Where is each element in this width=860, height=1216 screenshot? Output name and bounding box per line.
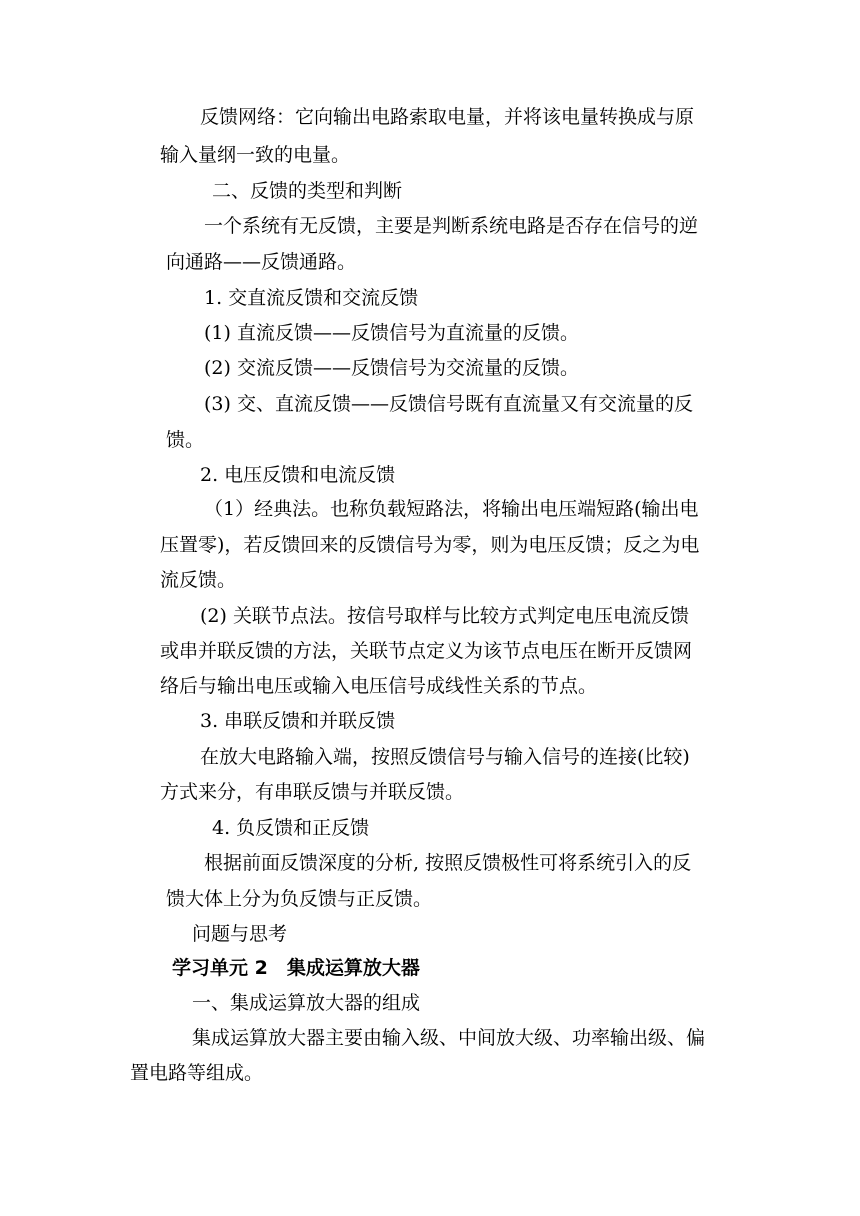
text-line: (2) 交流反馈——反馈信号为交流量的反馈。: [204, 357, 579, 379]
text-line: 集成运算放大器主要由输入级、中间放大级、功率输出级、偏: [192, 1027, 706, 1049]
text-line: 输入量纲一致的电量。: [160, 144, 351, 166]
text-line: (2) 关联节点法。按信号取样与比较方式判定电压电流反馈: [200, 605, 689, 627]
text-line: 反馈网络：它向输出电路索取电量，并将该电量转换成与原: [200, 106, 695, 128]
text-line: 方式来分，有串联反馈与并联反馈。: [160, 781, 465, 803]
text-line: 压置零)，若反馈回来的反馈信号为零，则为电压反馈；反之为电: [160, 534, 700, 556]
text-line: 根据前面反馈深度的分析, 按照反馈极性可将系统引入的反: [204, 852, 692, 874]
subsection-heading: 2. 电压反馈和电流反馈: [200, 464, 396, 486]
text-line: 问题与思考: [192, 923, 288, 945]
unit-heading: 学习单元 2 集成运算放大器: [172, 957, 420, 979]
text-line: 馈。: [166, 429, 205, 451]
subsection-heading: 4. 负反馈和正反馈: [212, 817, 370, 839]
text-line: 馈大体上分为负反馈与正反馈。: [166, 888, 433, 910]
text-line: 置电路等组成。: [130, 1062, 264, 1084]
text-line: (1) 直流反馈——反馈信号为直流量的反馈。: [204, 322, 579, 344]
text-line: 一个系统有无反馈，主要是判断系统电路是否存在信号的逆: [204, 215, 699, 237]
section-heading: 二、反馈的类型和判断: [212, 180, 403, 202]
text-line: 向通路——反馈通路。: [166, 251, 357, 273]
text-line: (3) 交、直流反馈——反馈信号既有直流量又有交流量的反: [204, 393, 693, 415]
subsection-heading: 1. 交直流反馈和交流反馈: [204, 287, 419, 309]
text-line: 或串并联反馈的方法，关联节点定义为该节点电压在断开反馈网: [160, 640, 693, 662]
subsection-heading: 3. 串联反馈和并联反馈: [200, 710, 396, 732]
text-line: 在放大电路输入端，按照反馈信号与输入信号的连接(比较): [200, 746, 690, 768]
text-line: （1）经典法。也称负载短路法，将输出电压端短路(输出电: [204, 498, 699, 520]
text-line: 络后与输出电压或输入电压信号成线性关系的节点。: [160, 675, 598, 697]
section-heading: 一、集成运算放大器的组成: [192, 992, 421, 1014]
text-line: 流反馈。: [160, 569, 237, 591]
